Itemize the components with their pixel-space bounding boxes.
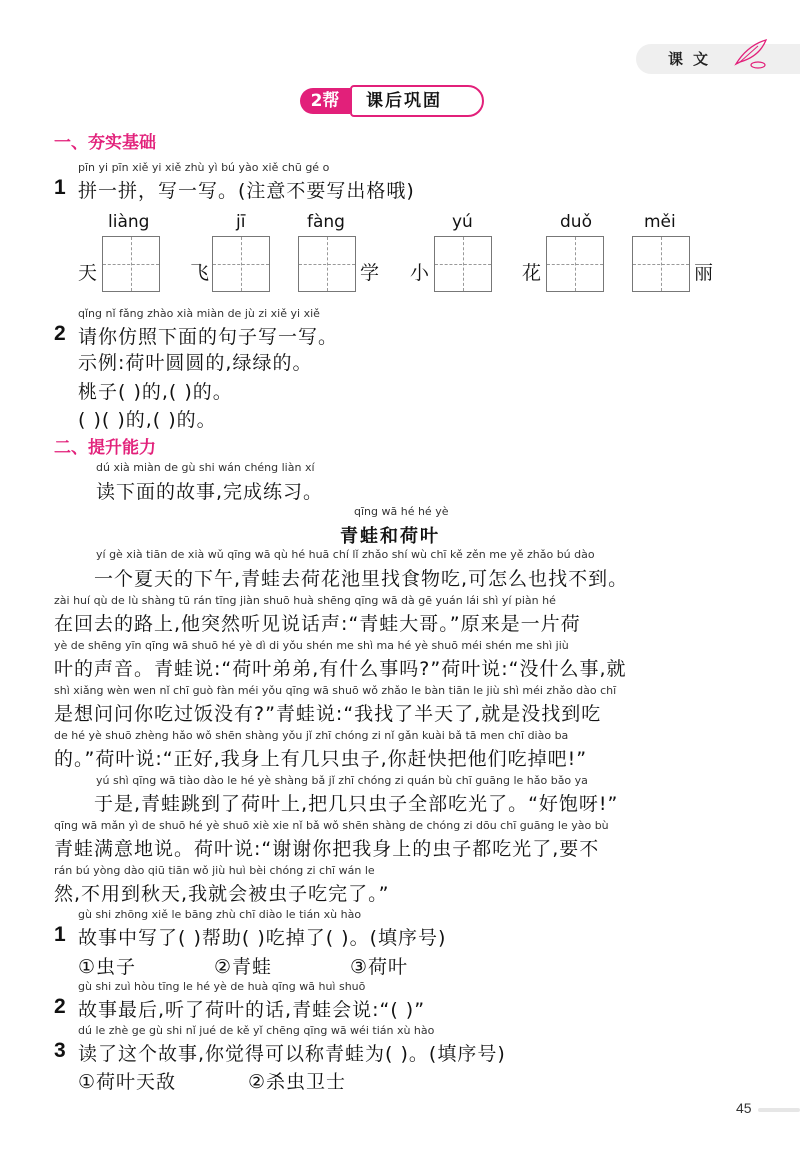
q1-text: 拼一拼，写一写。(注意不要写出格哦) xyxy=(78,180,415,202)
grid-char-xue: 学 xyxy=(360,262,380,284)
q2-pinyin: qǐng nǐ fǎng zhào xià miàn de jù zi xiě yi xiě xyxy=(78,307,320,320)
story-pinyin-5: de hé yè shuō zhèng hǎo wǒ shēn shàng yǒu jǐ zhī chóng zi nǐ gǎn kuài bǎ tā men chī diào ba xyxy=(54,729,569,742)
grid-pinyin-5: duǒ xyxy=(560,212,592,232)
rq2-text[interactable]: 故事最后,听了荷叶的话,青蛙会说:“( )” xyxy=(78,999,426,1021)
rq1-option-3: ③荷叶 xyxy=(350,956,409,978)
feather-pen-icon xyxy=(732,36,772,70)
rq1-number: 1 xyxy=(54,923,66,946)
grid-char-hua: 花 xyxy=(522,262,542,284)
story-line-1: 一个夏天的下午,青蛙去荷花池里找食物吃,可怎么也找不到。 xyxy=(54,568,629,590)
q2-example: 示例:荷叶圆圆的,绿绿的。 xyxy=(78,352,313,374)
story-line-5: 的。”荷叶说:“正好,我身上有几只虫子,你赶快把他们吃掉吧!” xyxy=(54,748,588,770)
q1-pinyin: pīn yi pīn xiě yi xiě zhù yì bú yào xiě chū gé o xyxy=(78,161,330,174)
story-pinyin-8: rán bú yòng dào qiū tiān wǒ jiù huì bèi chóng zi chī wán le xyxy=(54,864,375,877)
rq3-pinyin: dú le zhè ge gù shi nǐ jué de kě yǐ chēng qīng wā wéi tián xù hào xyxy=(78,1024,435,1037)
header-label: 课文 xyxy=(668,50,719,68)
story-title-pinyin: qīng wā hé hé yè xyxy=(354,505,449,518)
page-number: 45 xyxy=(736,1100,752,1116)
story-pinyin-7: qīng wā mǎn yì de shuō hé yè shuō xiè xie nǐ bǎ wǒ shēn shàng de chóng zi dōu chī guāng le yào bù xyxy=(54,819,609,832)
q1-number: 1 xyxy=(54,176,66,199)
writing-grid-2[interactable] xyxy=(212,236,270,292)
rq3-number: 3 xyxy=(54,1039,66,1062)
section-title-improve: 二、提升能力 xyxy=(54,438,156,458)
rq1-pinyin: gù shi zhōng xiě le bāng zhù chī diào le tián xù hào xyxy=(78,908,362,921)
banner-badge: 2帮 xyxy=(300,88,350,114)
story-pinyin-4: shì xiǎng wèn wen nǐ chī guò fàn méi yǒu qīng wā shuō wǒ zhǎo le bàn tiān le jiù shì méi zhǎo dào chī xyxy=(54,684,617,697)
story-line-2: 在回去的路上,他突然听见说话声:“青蛙大哥。”原来是一片荷 xyxy=(54,613,581,635)
grid-pinyin-2: jī xyxy=(236,212,246,232)
writing-grid-6[interactable] xyxy=(632,236,690,292)
page-number-bar xyxy=(758,1108,800,1112)
grid-char-xiao: 小 xyxy=(410,262,430,284)
story-pinyin-3: yè de shēng yīn qīng wā shuō hé yè dì di yǒu shén me shì ma hé yè shuō méi shén me shì jiù xyxy=(54,639,569,652)
grid-pinyin-3: fàng xyxy=(307,212,345,232)
grid-char-tian: 天 xyxy=(78,262,98,284)
q2-text: 请你仿照下面的句子写一写。 xyxy=(78,326,339,348)
story-line-3: 叶的声音。青蛙说:“荷叶弟弟,有什么事吗?”荷叶说:“没什么事,就 xyxy=(54,658,627,680)
rq3-text[interactable]: 读了这个故事,你觉得可以称青蛙为( )。(填序号) xyxy=(78,1043,506,1065)
story-pinyin-2: zài huí qù de lù shàng tū rán tīng jiàn shuō huà shēng qīng wā dà gē yuán lái shì yí piàn hé xyxy=(54,594,556,607)
writing-grid-4[interactable] xyxy=(434,236,492,292)
rq2-number: 2 xyxy=(54,995,66,1018)
story-pinyin-1: yí gè xià tiān de xià wǔ qīng wā qù hé huā chí lǐ zhǎo shí wù chī kě zěn me yě zhǎo bú dào xyxy=(96,548,595,561)
q2-fill-line-2[interactable]: ( )( )的,( )的。 xyxy=(78,409,217,431)
reading-intro: 读下面的故事,完成练习。 xyxy=(96,481,324,503)
story-line-4: 是想问问你吃过饭没有?”青蛙说:“我找了半天了,就是没找到吃 xyxy=(54,703,602,725)
q2-fill-line-1[interactable]: 桃子( )的,( )的。 xyxy=(78,381,233,403)
writing-grid-1[interactable] xyxy=(102,236,160,292)
story-line-6: 于是,青蛙跳到了荷叶上,把几只虫子全部吃光了。“好饱呀!” xyxy=(54,793,619,815)
rq1-text[interactable]: 故事中写了( )帮助( )吃掉了( )。(填序号) xyxy=(78,927,447,949)
rq3-option-1: ①荷叶天敌 xyxy=(78,1071,177,1093)
grid-char-fei: 飞 xyxy=(190,262,210,284)
story-title: 青蛙和荷叶 xyxy=(340,526,440,547)
story-line-7: 青蛙满意地说。荷叶说:“谢谢你把我身上的虫子都吃光了,要不 xyxy=(54,838,600,860)
rq3-option-2: ②杀虫卫士 xyxy=(248,1071,347,1093)
q2-number: 2 xyxy=(54,322,66,345)
grid-pinyin-4: yú xyxy=(452,212,473,232)
rq1-option-1: ①虫子 xyxy=(78,956,137,978)
reading-intro-pinyin: dú xià miàn de gù shi wán chéng liàn xí xyxy=(96,461,315,474)
story-line-8: 然,不用到秋天,我就会被虫子吃完了。” xyxy=(54,883,390,905)
grid-char-li: 丽 xyxy=(694,262,714,284)
story-pinyin-6: yú shì qīng wā tiào dào le hé yè shàng bǎ jǐ zhī chóng zi quán bù chī guāng le hǎo bǎo ya xyxy=(96,774,588,787)
grid-pinyin-6: měi xyxy=(644,212,676,232)
writing-grid-3[interactable] xyxy=(298,236,356,292)
rq1-option-2: ②青蛙 xyxy=(214,956,273,978)
writing-grid-5[interactable] xyxy=(546,236,604,292)
section-title-basics: 一、夯实基础 xyxy=(54,133,156,153)
banner-title: 课后巩固 xyxy=(350,85,484,117)
grid-pinyin-1: liàng xyxy=(108,212,150,232)
rq2-pinyin: gù shi zuì hòu tīng le hé yè de huà qīng wā huì shuō xyxy=(78,980,366,993)
